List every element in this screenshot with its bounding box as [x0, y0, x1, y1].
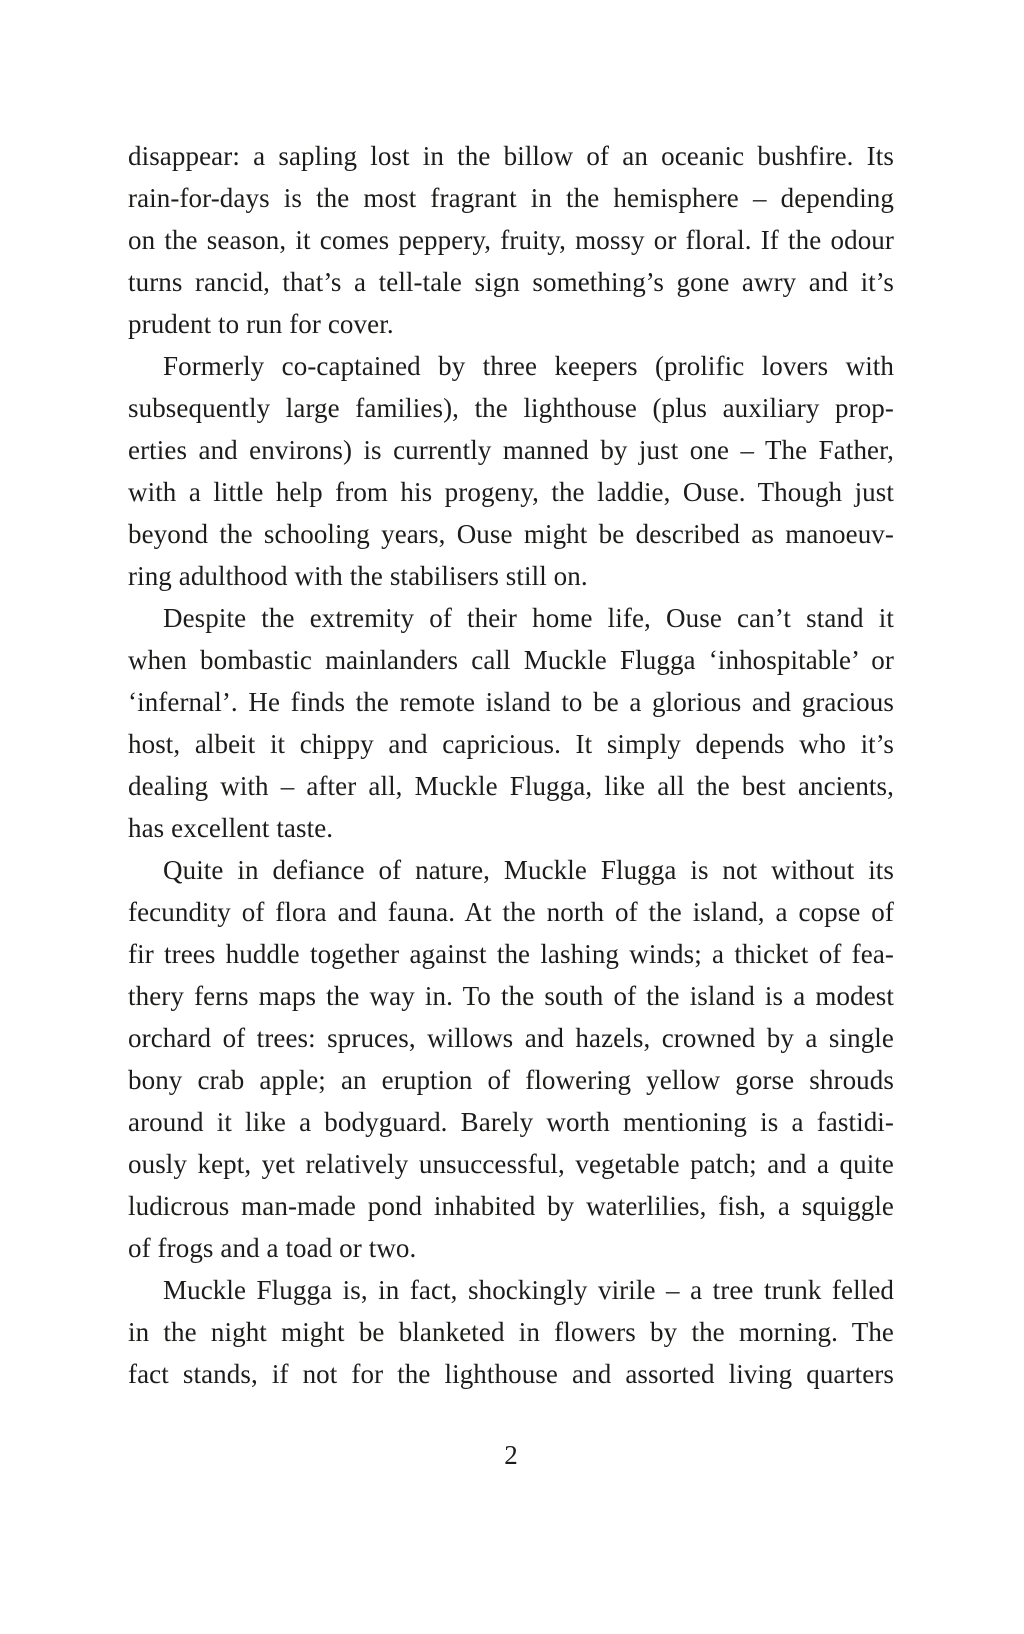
text-line: Muckle Flugga is, in fact, shockingly virile – a tree trunk felled [163, 1275, 894, 1305]
text-line: subsequently large families), the lighthouse (plus auxiliary prop- [128, 393, 894, 423]
text-line: of frogs and a toad or two. [128, 1233, 417, 1263]
page-text [128, 135, 894, 1395]
book-page [128, 135, 894, 1471]
text-line: thery ferns maps the way in. To the south of the island is a modest [128, 981, 894, 1011]
text-line: erties and environs) is currently manned by just one – The Father, [128, 435, 894, 465]
text-line: on the season, it comes peppery, fruity, mossy or floral. If the odour [128, 225, 894, 255]
text-line: Formerly co-captained by three keepers (prolific lovers with [163, 351, 894, 381]
text-line: turns rancid, that’s a tell-tale sign something’s gone awry and it’s [128, 267, 894, 297]
text-line: ludicrous man-made pond inhabited by waterlilies, fish, a squiggle [128, 1191, 894, 1221]
text-line: with a little help from his progeny, the laddie, Ouse. Though just [128, 477, 894, 507]
text-line: Quite in defiance of nature, Muckle Flugga is not without its [163, 855, 894, 885]
text-line: ously kept, yet relatively unsuccessful, vegetable patch; and a quite [128, 1149, 894, 1179]
text-line: has excellent taste. [128, 813, 334, 843]
text-line: Despite the extremity of their home life, Ouse can’t stand it [163, 603, 894, 633]
text-line: fecundity of flora and fauna. At the north of the island, a copse of [128, 897, 894, 927]
text-line: in the night might be blanketed in flowers by the morning. The [128, 1317, 894, 1347]
text-line: around it like a bodyguard. Barely worth mentioning is a fastidi- [128, 1107, 894, 1137]
text-line: host, albeit it chippy and capricious. It simply depends who it’s [128, 729, 894, 759]
text-line: when bombastic mainlanders call Muckle Flugga ‘inhospitable’ or [128, 645, 894, 675]
text-line: fir trees huddle together against the lashing winds; a thicket of fea- [128, 939, 894, 969]
text-line: disappear: a sapling lost in the billow of an oceanic bushfire. Its [128, 141, 894, 171]
text-line: ‘infernal’. He finds the remote island to be a glorious and gracious [128, 687, 894, 717]
text-line: orchard of trees: spruces, willows and hazels, crowned by a single [128, 1023, 894, 1053]
text-line: ring adulthood with the stabilisers still on. [128, 561, 588, 591]
text-line: bony crab apple; an eruption of flowering yellow gorse shrouds [128, 1065, 894, 1095]
text-line: beyond the schooling years, Ouse might be described as manoeuv- [128, 519, 894, 549]
page-number: 2 [504, 1440, 518, 1470]
text-line: rain-for-days is the most fragrant in the hemisphere – depending [128, 183, 894, 213]
text-line: prudent to run for cover. [128, 309, 394, 339]
text-line: dealing with – after all, Muckle Flugga, like all the best ancients, [128, 771, 894, 801]
text-line: fact stands, if not for the lighthouse and assorted living quarters [128, 1359, 894, 1389]
